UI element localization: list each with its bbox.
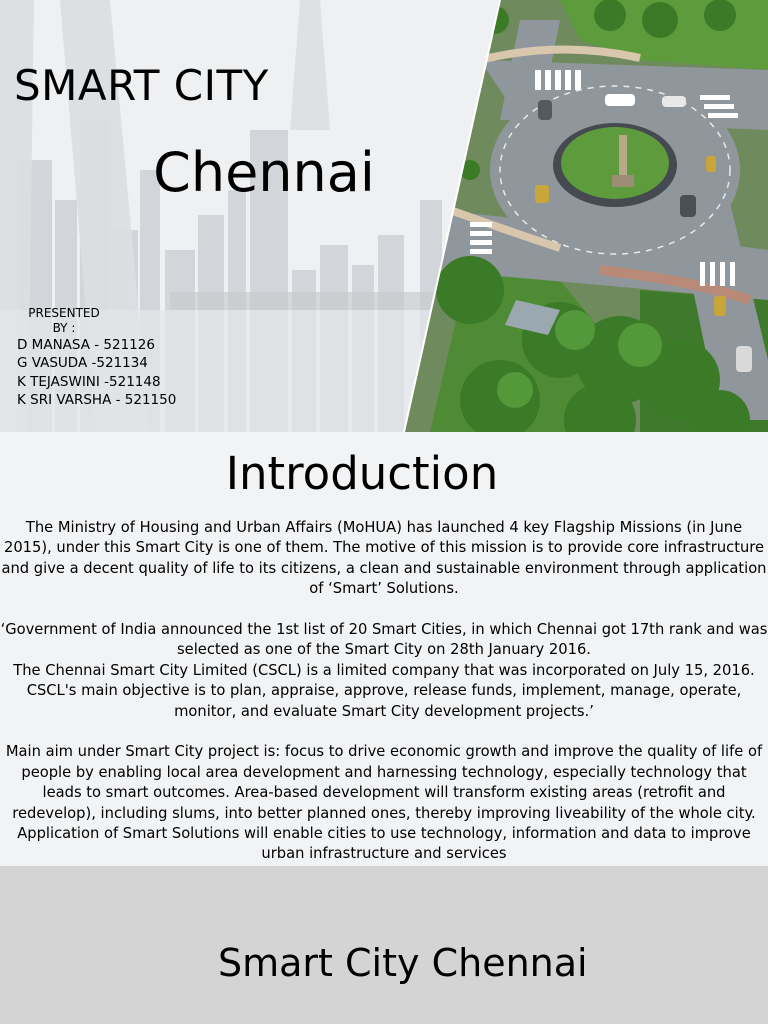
introduction-title: Introduction: [225, 447, 499, 500]
member-name: G VASUDA -521134: [17, 355, 148, 372]
slide-city-name: Chennai: [153, 141, 375, 204]
section-slide: [0, 866, 768, 1024]
paragraph-spacer: [0, 722, 768, 742]
title-slide: [0, 0, 768, 432]
member-name: K TEJASWINI -521148: [17, 373, 161, 390]
slide-title: SMART CITY: [14, 61, 269, 110]
intro-paragraph: ‘Government of India announced the 1st list of 20 Smart Cities, in which Chennai got 17th rank and was selected as one of the Smart City on 28th January 2016.: [0, 621, 768, 659]
member-name: D MANASA - 521126: [17, 337, 155, 353]
intro-paragraph: The Chennai Smart City Limited (CSCL) is a limited company that was incorporated on July 15, 2016. CSCL's main objective is to plan, appraise, approve, release funds, implement, manage, operate, monitor, and evaluate Smart City development projects.’: [13, 661, 755, 720]
section-title: Smart City Chennai: [218, 941, 588, 985]
members-list: [17, 336, 179, 409]
paragraph-spacer: [0, 600, 768, 620]
intro-paragraph: Main aim under Smart City project is: focus to drive economic growth and improve the quality of life of people by enabling local area development and harnessing technology, especially technology that leads to smart outcomes. Area-based development will transform existing areas (retrofit and redevelop), including slums, into better planned ones, thereby improving liveability of the whole city. Application of Smart Solutions will enable cities to use technology, information and data to improve urban infrastructure and services: [5, 743, 763, 863]
presented-by-label: PRESENTED BY :: [28, 306, 100, 335]
introduction-body: [0, 518, 768, 865]
introduction-slide: [0, 432, 768, 866]
intro-paragraph: The Ministry of Housing and Urban Affairs (MoHUA) has launched 4 key Flagship Missions (in June 2015), under this Smart City is one of them. The motive of this mission is to provide core infrastructure and give a decent quality of life to its citizens, a clean and sustainable environment through application of ‘Smart’ Solutions.: [1, 519, 767, 598]
member-name: K SRI VARSHA - 521150: [17, 391, 177, 408]
